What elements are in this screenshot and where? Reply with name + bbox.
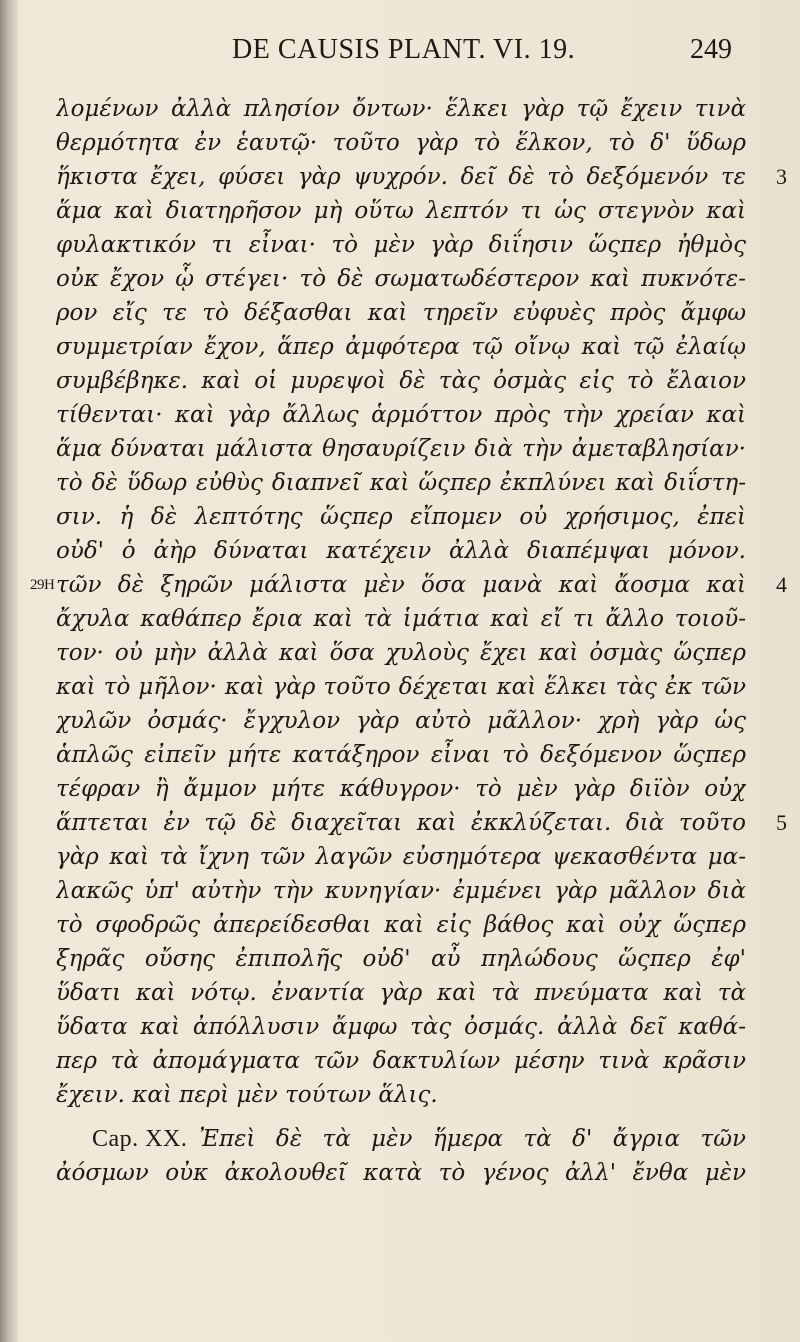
text-line — [56, 704, 746, 738]
line-text: θερμότητα ἐν ἑαυτῷ· τοῦτο γὰρ τὸ ἕλκον, τὸ δ' ὕδωρ — [56, 130, 746, 156]
line-text: ἅπτεται ἐν τῷ δὲ διαχεῖται καὶ ἐκκλύζεται. διὰ τοῦτο — [56, 810, 746, 836]
line-text: ρον εἴς τε τὸ δέξασθαι καὶ τηρεῖν εὐφυὲς πρὸς ἄμφω — [56, 300, 746, 326]
text-line — [56, 1010, 746, 1044]
line-text: λομένων ἀλλὰ πλησίον ὄντων· ἕλκει γὰρ τῷ ἔχειν τινὰ — [56, 96, 746, 122]
text-line — [56, 1044, 746, 1078]
page-number: 249 — [690, 34, 732, 65]
text-line — [56, 364, 746, 398]
line-text: ἁπλῶς εἰπεῖν μήτε κατάξηρον εἶναι τὸ δεξόμενον ὥςπερ — [56, 742, 746, 768]
line-text: συμβέβηκε. καὶ οἱ μυρεψοὶ δὲ τὰς ὀσμὰς εἰς τὸ ἔλαιον — [56, 368, 746, 394]
line-text: σιν. ἡ δὲ λεπτότης ὥςπερ εἴπομεν οὐ χρήσιμος, ἐπεὶ — [56, 504, 746, 530]
line-text: τον· οὐ μὴν ἀλλὰ καὶ ὅσα χυλοὺς ἔχει καὶ ὀσμὰς ὥςπερ — [56, 640, 746, 666]
line-text: ἔχειν. καὶ περὶ μὲν τούτων ἅλις. — [56, 1082, 438, 1108]
text-line — [56, 976, 746, 1010]
line-text: Ἐπεὶ δὲ τὰ μὲν ἥμερα τὰ δ' ἄγρια τῶν — [199, 1126, 746, 1152]
line-text: γὰρ καὶ τὰ ἴχνη τῶν λαγῶν εὐσημότερα ψεκασθέντα μα- — [56, 844, 746, 870]
text-line — [56, 500, 746, 534]
line-text: ἀόσμων οὐκ ἀκολουθεῖ κατὰ τὸ γένος ἀλλ' ἔνθα μὲν — [56, 1160, 746, 1186]
section-number: 4 — [776, 572, 787, 597]
body-text — [30, 92, 787, 1190]
text-line — [56, 160, 787, 194]
text-line — [56, 1156, 746, 1190]
line-text: ἄχυλα καθάπερ ἔρια καὶ τὰ ἱμάτια καὶ εἴ τι ἄλλο τοιοῦ- — [56, 606, 746, 632]
line-text: ἥκιστα ἔχει, φύσει γὰρ ψυχρόν. δεῖ δὲ τὸ δεξόμενόν τε — [56, 164, 746, 190]
section-number: 3 — [776, 164, 787, 189]
text-line — [56, 670, 746, 704]
text-line — [30, 568, 787, 602]
text-line — [56, 636, 746, 670]
section-number: 5 — [776, 810, 787, 835]
line-text: καὶ τὸ μῆλον· καὶ γὰρ τοῦτο δέχεται καὶ ἕλκει τὰς ἐκ τῶν — [56, 674, 746, 700]
text-line — [56, 296, 746, 330]
text-line — [56, 194, 746, 228]
running-head — [0, 34, 800, 70]
line-text: τὸ σφοδρῶς ἀπερείδεσθαι καὶ εἰς βάθος καὶ οὐχ ὥςπερ — [56, 912, 746, 938]
text-line — [56, 738, 746, 772]
text-line — [56, 262, 746, 296]
line-text: συμμετρίαν ἔχον, ἅπερ ἀμφότερα τῷ οἴνῳ καὶ τῷ ἐλαίῳ — [56, 334, 746, 360]
binding-gutter — [0, 0, 18, 1342]
line-text: οὐκ ἔχον ᾧ στέγει· τὸ δὲ σωματωδέστερον καὶ πυκνότε- — [56, 266, 746, 292]
text-line — [56, 840, 746, 874]
text-line — [56, 772, 746, 806]
line-text: περ τὰ ἀπομάγματα τῶν δακτυλίων μέσην τινὰ κρᾶσιν — [56, 1048, 746, 1074]
text-line — [56, 398, 746, 432]
text-line — [56, 1078, 746, 1112]
text-line — [56, 1122, 746, 1156]
line-text: οὐδ' ὁ ἀὴρ δύναται κατέχειν ἀλλὰ διαπέμψαι μόνον. — [56, 538, 746, 564]
text-line — [56, 432, 746, 466]
text-line — [56, 908, 746, 942]
text-line — [56, 942, 746, 976]
text-line — [56, 602, 746, 636]
text-line — [56, 228, 746, 262]
line-text: τέφραν ἢ ἄμμον μήτε κάθυγρον· τὸ μὲν γὰρ διϊὸν οὐχ — [56, 776, 746, 802]
line-text: ξηρᾶς οὔσης ἐπιπολῆς οὐδ' αὖ πηλώδους ὥςπερ ἐφ' — [56, 946, 746, 972]
line-text: τῶν δὲ ξηρῶν μάλιστα μὲν ὅσα μανὰ καὶ ἄοσμα καὶ — [56, 572, 746, 598]
text-line — [56, 534, 746, 568]
chapter-label: Cap. XX. — [92, 1126, 188, 1152]
line-text: φυλακτικόν τι εἶναι· τὸ μὲν γὰρ διΐησιν ὥςπερ ἠθμὸς — [56, 232, 746, 258]
text-line — [56, 466, 746, 500]
line-text: τὸ δὲ ὕδωρ εὐθὺς διαπνεῖ καὶ ὥςπερ ἐκπλύνει καὶ διΐστη- — [56, 470, 746, 496]
margin-reference: 29H — [30, 577, 55, 593]
text-line — [56, 92, 746, 126]
text-line — [56, 126, 746, 160]
line-text: ὕδατα καὶ ἀπόλλυσιν ἄμφω τὰς ὀσμάς. ἀλλὰ δεῖ καθά- — [56, 1014, 746, 1040]
text-line — [56, 874, 746, 908]
line-text: ἅμα δύναται μάλιστα θησαυρίζειν διὰ τὴν ἀμεταβλησίαν· — [56, 436, 746, 462]
text-line — [56, 330, 746, 364]
line-text: τίθενται· καὶ γὰρ ἄλλως ἁρμόττον πρὸς τὴν χρείαν καὶ — [56, 402, 746, 428]
line-text: ὕδατι καὶ νότῳ. ἐναντία γὰρ καὶ τὰ πνεύματα καὶ τὰ — [56, 980, 746, 1006]
line-text: ἅμα καὶ διατηρῆσον μὴ οὕτω λεπτόν τι ὡς στεγνὸν καὶ — [56, 198, 746, 224]
line-text: χυλῶν ὀσμάς· ἔγχυλον γὰρ αὐτὸ μᾶλλον· χρὴ γὰρ ὡς — [56, 708, 746, 734]
running-title: DE CAUSIS PLANT. VI. 19. — [232, 34, 576, 65]
text-line — [56, 806, 787, 840]
line-text: λακῶς ὑπ' αὐτὴν τὴν κυνηγίαν· ἐμμένει γὰρ μᾶλλον διὰ — [56, 878, 746, 904]
